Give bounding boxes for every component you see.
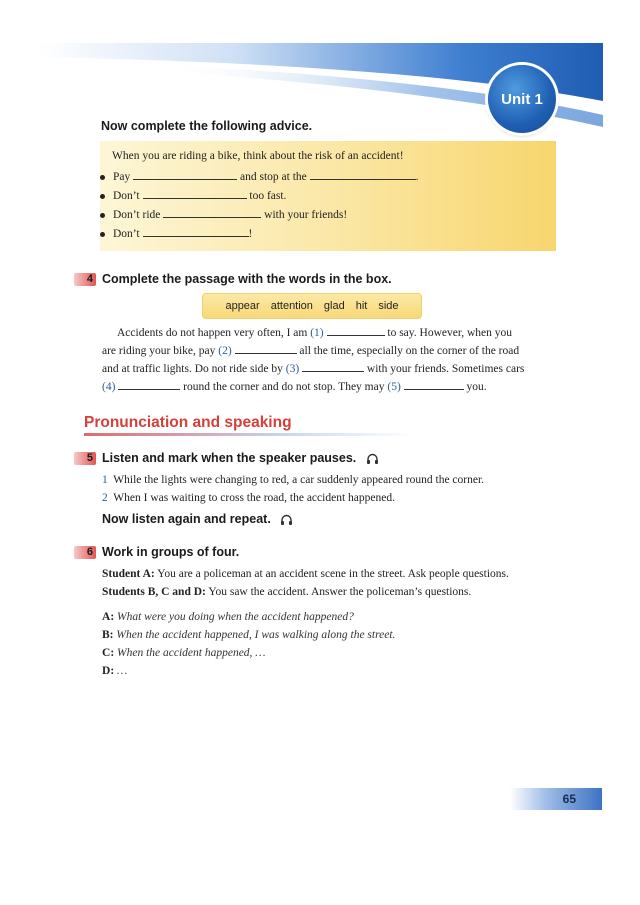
exercise-title: Work in groups of four. xyxy=(102,545,240,559)
answer-blank[interactable] xyxy=(327,325,385,336)
dialog-line: C: When the accident happened, … xyxy=(102,647,266,659)
bullet-icon xyxy=(100,175,105,180)
answer-blank[interactable] xyxy=(143,226,249,237)
advice-intro: When you are riding a bike, think about the risk of an accident! xyxy=(112,150,404,162)
exercise-number: 5 xyxy=(74,452,96,465)
answer-blank[interactable] xyxy=(163,207,261,218)
passage-line: and at traffic lights. Do not ride side by (3) with your friends. Sometimes cars xyxy=(102,363,525,375)
passage-line: (4) round the corner and do not stop. They may (5) you. xyxy=(102,381,487,393)
exercise-number: 6 xyxy=(74,546,96,559)
bullet-icon xyxy=(100,194,105,199)
exercise-title: Complete the passage with the words in the box. xyxy=(102,272,392,286)
answer-blank[interactable] xyxy=(133,169,237,180)
answer-blank[interactable] xyxy=(302,361,364,372)
page-number: 65 xyxy=(510,788,602,810)
bullet-icon xyxy=(100,213,105,218)
advice-item: Pay and stop at the . xyxy=(100,169,419,183)
answer-blank[interactable] xyxy=(310,169,416,180)
advice-item: Don’t too fast. xyxy=(100,188,286,202)
role-item: Student A: You are a policeman at an accident scene in the street. Ask people questions. xyxy=(102,568,509,580)
advice-box xyxy=(100,141,556,251)
bullet-icon xyxy=(100,232,105,237)
answer-blank[interactable] xyxy=(118,379,180,390)
repeat-instruction: Now listen again and repeat. xyxy=(102,512,293,526)
word-item: appear xyxy=(225,300,260,312)
answer-blank[interactable] xyxy=(143,188,247,199)
word-item: side xyxy=(378,300,399,312)
answer-blank[interactable] xyxy=(404,379,464,390)
passage-line: Accidents do not happen very often, I am (1) to say. However, when you xyxy=(117,327,513,339)
advice-item: Don’t ride with your friends! xyxy=(100,207,347,221)
sentence-item: 1 While the lights were changing to red, a car suddenly appeared round the corner. xyxy=(102,474,485,486)
word-item: hit xyxy=(355,300,368,312)
word-item: glad xyxy=(323,300,345,312)
section-title: Pronunciation and speaking xyxy=(84,414,292,431)
headphones-icon[interactable] xyxy=(366,453,379,465)
advice-instruction: Now complete the following advice. xyxy=(101,119,313,133)
word-item: attention xyxy=(270,300,313,312)
dialog-line: D: … xyxy=(102,665,128,677)
word-box xyxy=(202,293,422,319)
unit-badge: Unit 1 xyxy=(488,65,556,133)
headphones-icon[interactable] xyxy=(280,514,293,526)
answer-blank[interactable] xyxy=(235,343,297,354)
exercise-number: 4 xyxy=(74,273,96,286)
role-item: Students B, C and D: You saw the accident. Answer the policeman’s questions. xyxy=(102,586,472,598)
advice-item: Don’t ! xyxy=(100,226,252,240)
sentence-item: 2 When I was waiting to cross the road, the accident happened. xyxy=(102,492,395,504)
exercise-title: Listen and mark when the speaker pauses. xyxy=(102,451,379,465)
dialog-line: B: When the accident happened, I was walking along the street. xyxy=(102,629,396,641)
passage-line: are riding your bike, pay (2) all the time, especially on the corner of the road xyxy=(102,345,520,357)
section-underline xyxy=(84,433,414,436)
dialog-line: A: What were you doing when the accident happened? xyxy=(102,611,354,623)
